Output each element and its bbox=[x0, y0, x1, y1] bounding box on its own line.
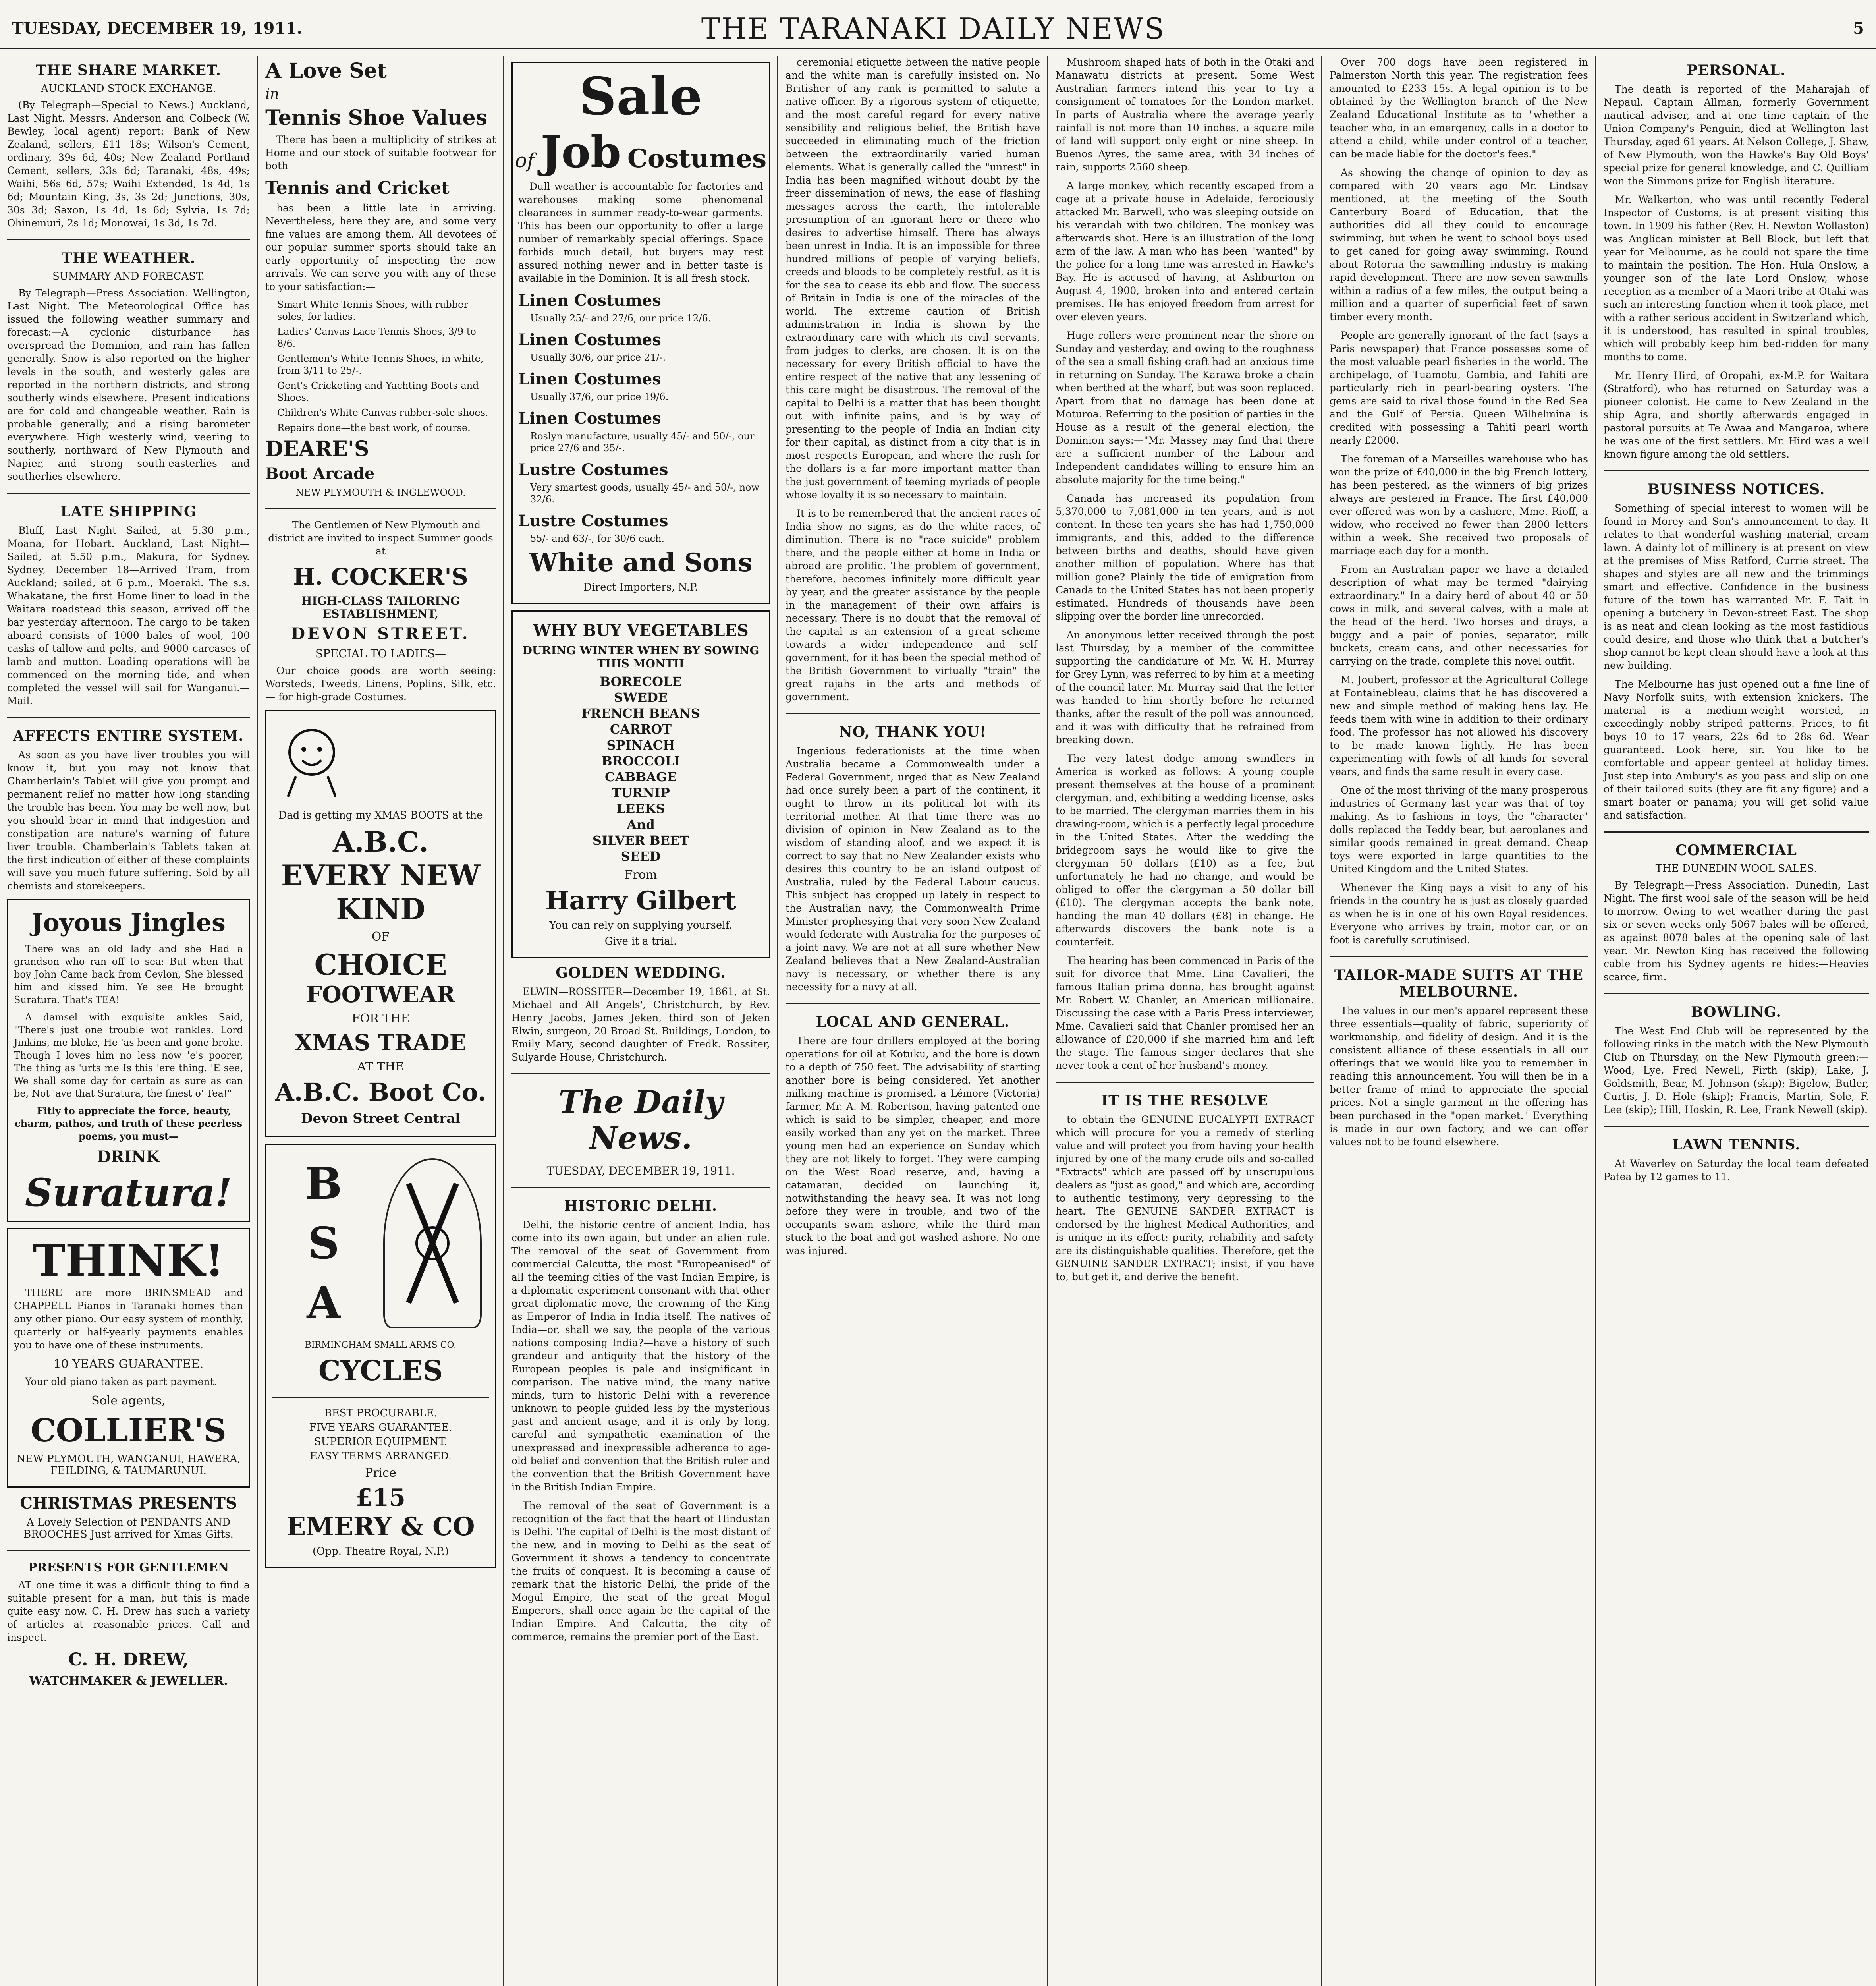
at-the-label: AT THE bbox=[357, 1060, 404, 1074]
emery-location: (Opp. Theatre Royal, N.P.) bbox=[312, 1546, 449, 1557]
delhi-continued-text: It is to be remembered that the ancient races of India show no signs, as do the white races, of diminution. There is no "race suicide" problem there, and the people either at home in India or abroad are prolific. The problem of government, therefore, becomes infinitely more difficult year by year, and the greater assistance by the people in the management of their own affairs is necessary. There is no doubt that the removal of the capital is an extension of a great scheme towards a wider independence and self-government, for it has been the special method of the British Government to virtually "train" the great rajahs in the arts and methods of government. bbox=[786, 508, 1040, 703]
drew-text: AT one time it was a difficult thing to find a suitable present for a man, but this is made quite easy now. C. H. Drew has such a variety of articles at reasonable prices. Call and inspect. bbox=[7, 1579, 250, 1643]
vegetable-item: BORECOLE bbox=[600, 674, 682, 689]
christmas-presents-text: A Lovely Selection of PENDANTS AND BROOCHES Just arrived for Xmas Gifts. bbox=[23, 1517, 234, 1540]
divider bbox=[1604, 831, 1869, 833]
news-paragraph: As showing the change of opinion to day as compared with 20 years ago Mr. Lindsay mentioned, at the meeting of the South Canterbury Board of Education, that the authorities did all they could to encourage swimming, but when he went to school boys used to get caned for going away swimming. Round about Rotorua the sawmilling industry is making rapid development. There are now seven sawmills within a radius of a few miles, the output being a million and a quarter of superficial feet of sawn timber every month. bbox=[1330, 167, 1588, 323]
resolve-text: to obtain the GENUINE EUCALYPTI EXTRACT which will procure for you a remedy of sterling value and will protect you from having your health injured by one of the many crude oils and so-called "Extracts" which are passed off by unscrupulous dealers as "just as good," and which are, according to authentic testimony, very depressing to the heart. The GENUINE SANDER EXTRACT is endorsed by the highest Medical Authorities, and is unique in its effect: purity, reliability and safety are its distinguishable qualities. Therefore, get the GENUINE SANDER EXTRACT; insist, if you have to, but get it, and derive the benefit. bbox=[1056, 1114, 1314, 1283]
agents-label: Sole agents, bbox=[91, 1394, 166, 1408]
job-label: Job bbox=[540, 126, 621, 178]
vegetable-item: SPINACH bbox=[606, 738, 675, 753]
personal-text: Mr. Walkerton, who was until recently Federal Inspector of Customs, is at present visiting this town. In 1909 his father (Rev. H. Newton Wollaston) was Anglican minister at Bell Block, but left that year for Melbourne, as he could not spare the time to maintain the position. The Hon. Hula Onslow, a younger son of the late Lord Onslow, whose reception as a member of a Maori tribe at Otaki was such an interesting function when it took place, met with a rather serious accident in Switzerland which, it is understood, has resulted in spinal troubles, which will probably keep him bed-ridden for many months to come. bbox=[1604, 194, 1869, 363]
shoe-item: Repairs done—the best work, of course. bbox=[277, 422, 471, 433]
cricket-text: has been a little late in arriving. Nevertheless, here they are, and some very fine values are among them. All devotees of our popular summer sports should take an early opportunity of inspecting the new arrivals. We can serve you with any of these to your satisfaction:— bbox=[265, 202, 496, 292]
vegetables-advert bbox=[511, 610, 770, 958]
business-heading: BUSINESS NOTICES. bbox=[1647, 481, 1825, 498]
devon-central: Devon Street Central bbox=[301, 1111, 461, 1126]
personal-text: Mr. Henry Hird, of Oropahi, ex-M.P. for Waitara (Stratford), who has returned on Saturday was a pioneer colonist. He came to New Zealand in the ship Agra, and shortly afterwards engaged in pastoral pursuits at Te Awaa and Mangaroa, where he was one of the first settlers. Mr. Hird was a well known figure among the old settlers. bbox=[1604, 370, 1869, 460]
newspaper-flag: The Daily News. bbox=[558, 1084, 723, 1156]
news-paragraph: Huge rollers were prominent near the shore on Sunday and yesterday, and owing to the roughness of the sea a small fishing craft had an anxious time in returning on Sunday. The Karawa broke a chain when berthed at the wharf, but was soon replaced. Apart from that no damage has been done at Moturoa. Referring to the position of parties in the House as a result of the general election, the Dominion says:—"Mr. Massey may find that there are a sufficient number of the Labour and Independent candidates willing to ensure him an absolute majority for the time being." bbox=[1056, 330, 1314, 485]
tennis-cricket-heading: Tennis and Cricket bbox=[265, 178, 450, 198]
jingle-verse: There was an old lady and she Had a grandson who ran off to sea: But when that boy John Came back from Ceylon, She blessed him and kissed him. Ye see He brought Suratura. That's TEA! bbox=[14, 943, 243, 1005]
vegetable-item: SWEDE bbox=[614, 690, 668, 705]
vegetable-item: LEEKS bbox=[616, 801, 665, 816]
share-market-text: (By Telegraph—Special to News.) Auckland, Last Night. Messrs. Anderson and Colbeck (W. Bewley, local agent) report: Bank of New Zealand, sellers, £11 18s; Wilson's Cement, ordinary, 39s 6d, 40s; New Zealand Portland Cement, sellers, 33s 6d; Taranaki, 48s, 49s; Waihi, 56s 6d, 57s; Waihi Extended, 1s 4d, 1s 6d; Mountain King, 3s, 3s 2d; Junctions, 30s, 30s 3d; Saxon, 1s 4d, 1s 6d; Sylvia, 1s 7d; Ohinemuri, 2s 1d; Monowai, 1s 3d, 1s 7d. bbox=[7, 99, 250, 229]
bsa-letter: A bbox=[307, 1277, 341, 1328]
delhi-continued-text: ceremonial etiquette between the native people and the white man is carefully insisted on. No Britisher of any rank is permitted to salute a native officer. By a rigorous system of etiquette, and the most careful regard for every native sensibility and religious belief, the British have succeeded in eliminating much of the friction between the extraordinarily varied human elements. What is generally called the "unrest" in India has been magnified without doubt by the freer dissemination of news, the ease of flashing messages across the earth, the intolerable presumption of an ignorant here or there who desires to advertise himself. There has always been unrest in India. It is an impossible for three hundred millions of people of varying beliefs, creeds and bloods to be completely restful, as it is for the sea to cease its ebb and flow. The success of Britain in India is one of the miracles of the world. The extreme caution of British administration in India is shown by the extraordinary care with which its civil servants, from judges to clerks, are chosen. It is on the necessary for every British official to have the entire respect of the native that any lessening of this care might be disastrous. The removal of the capital to Delhi is a matter that has been thought out with infinite pains, and is by way of presenting to the people of India an Indian city for their capital, as distinct from a city that is in most respects European, and where the rush for the dollars is a far more important matter than the just government of teeming myriads of people whose loyalty it is so necessary to maintain. bbox=[786, 56, 1040, 500]
wool-text: By Telegraph—Press Association. Dunedin, Last Night. The first wool sale of the season will be held to-morrow. Owing to wet weather during the past six or seven weeks only 5067 bales will be offered, as against 8078 bales at the opening sale of last year. Mr. Newton King has received the following cable from his Sydney agents re hides:—Heavies scarce, firm. bbox=[1604, 879, 1869, 983]
divider bbox=[1604, 1126, 1869, 1127]
of-label: of bbox=[515, 149, 535, 172]
jingles-title: Joyous Jingles bbox=[31, 908, 226, 937]
colliers-towns: NEW PLYMOUTH, WANGANUI, HAWERA, FEILDING, & TAUMARUNUI. bbox=[16, 1453, 241, 1477]
column-3 bbox=[504, 56, 778, 1986]
bsa-emblem bbox=[383, 1158, 482, 1328]
shipping-text: Bluff, Last Night—Sailed, at 5.30 p.m., Moana, for Hobart. Auckland, Last Night—Sailed, at 5.50 p.m., Makura, for Sydney. Sydney, December 18—Arrived Tram, from Auckland; sailed, at 6 p.m., Moeraki. The s.s. Whakatane, the first Home liner to load in the Waitara roadstead this season, arrived off the bar yesterday afternoon. The cargo to be taken aboard consists of 1000 bales of wool, 100 casks of tallow and pelts, and 9000 carcases of lamb and mutton. Loading operations will be commenced on the morning tide, and when completed the vessel will sail for Wanganui.—Mail. bbox=[7, 525, 250, 707]
vegetable-item: FRENCH BEANS bbox=[581, 706, 700, 721]
bsa-letter: S bbox=[308, 1217, 340, 1269]
divider bbox=[1604, 470, 1869, 471]
masthead bbox=[0, 0, 1876, 49]
price-value: £15 bbox=[355, 1484, 406, 1512]
white-sons-brand: White and Sons bbox=[529, 548, 753, 578]
abc-boot-brand: A.B.C. Boot Co. bbox=[275, 1078, 486, 1107]
masthead-page: 5 bbox=[1853, 19, 1864, 38]
affects-text: As soon as you have liver troubles you will know it, but you may not know that Chamberlain's Tablet will give you prompt and permanent relief no matter how long standing the trouble has been. You may be well now, but you should bear in mind that indigestion and constipation are nature's warning of future liver trouble. Chamberlain's Tablets taken at the first indication of either of these complaints will save you much future suffering. Sold by all chemists and storekeepers. bbox=[7, 749, 250, 892]
vegetable-item: TURNIP bbox=[612, 785, 670, 800]
gilbert-tagline: You can rely on supplying yourself. bbox=[549, 920, 732, 931]
suratura-advert bbox=[7, 899, 250, 1222]
business-text: Something of special interest to women will be found in Morey and Son's announcement to-day. It relates to that wonderful washing material, cream lawn. A dainty lot of millinery is at present on view at the premises of Miss Retford, Currie street. The shapes and styles are all new and the trimmings smart and effective. Confidence in the business future of the town has warranted Mr. F. Tait in opening a butchery in Devon-street East. The shop is as neat and clean looking as the most fastidious could desire, and those who think that a butcher's shop cannot be kept clean should have a look at this new building. bbox=[1604, 502, 1869, 671]
masthead-date: TUESDAY, DECEMBER 19, 1911. bbox=[12, 19, 303, 38]
shoe-item: Children's White Canvas rubber-sole shoes. bbox=[277, 407, 488, 418]
personal-heading: PERSONAL. bbox=[1687, 62, 1786, 79]
divider bbox=[1604, 993, 1869, 994]
suratura-brand: Suratura! bbox=[25, 1170, 232, 1215]
news-paragraph: Mushroom shaped hats of both in the Otaki and Manawatu districts at present. Some West Australian farmers intend this year to try a consignment of tomatoes for the London market. In parts of Australia where the average yearly rainfall is not more than 10 inches, a square mile of land will support only eight or nine sheep. In Buenos Ayres, the same area, with 34 inches of rain, supports 2560 sheep. bbox=[1056, 56, 1314, 173]
colliers-advert bbox=[7, 1228, 250, 1488]
divider bbox=[7, 1550, 250, 1551]
news-paragraph: An anonymous letter received through the post last Thursday, by a member of the committee supporting the candidature of Mr. W. H. Murray for Grey Lynn, was referred to by him at a meeting of the council later. Mr. Murray said that the letter was handed to him shortly before he returned thanks, after the result of the poll was announced, and it was with difficulty that he refrained from breaking down. bbox=[1056, 629, 1314, 746]
news-paragraph: Whenever the King pays a visit to any of his friends in the country he is just as closely guarded as when he is in one of his own Royal residences. Everyone who arrives by train, motor car, or on foot is carefully scrutinised. bbox=[1330, 882, 1588, 946]
baby-icon bbox=[272, 721, 351, 800]
costumes-label: Costumes bbox=[627, 144, 767, 174]
shoe-item: Ladies' Canvas Lace Tennis Shoes, 3/9 to 8/6. bbox=[277, 326, 476, 349]
lawn-tennis-heading: LAWN TENNIS. bbox=[1672, 1136, 1801, 1153]
costume-heading: Linen Costumes bbox=[518, 409, 661, 428]
presents-gentlemen-heading: PRESENTS FOR GENTLEMEN bbox=[28, 1561, 229, 1575]
importers-label: Direct Importers, N.P. bbox=[583, 582, 698, 593]
shoe-item: Gent's Cricketing and Yachting Boots and Shoes. bbox=[277, 380, 479, 403]
bsa-feature: SUPERIOR EQUIPMENT. bbox=[314, 1436, 448, 1448]
footwear-label: FOOTWEAR bbox=[306, 981, 455, 1008]
news-paragraph: Canada has increased its population from 5,370,000 to 7,081,000 in ten years, and is not content. In these ten years she has had 1,750,000 immigrants, and this, added to the difference between births and deaths, should have given another million of population. Where has that million gone? Plainly the tide of emigration from Canada to the United States has not been properly estimated. Hundreds of thousands have been slipping over the border line unrecorded. bbox=[1056, 493, 1314, 622]
divider bbox=[786, 713, 1040, 714]
cocker-brand: H. COCKER'S bbox=[293, 563, 468, 590]
wedding-text: ELWIN—ROSSITER—December 19, 1861, at St. Michael and All Angels', Christchurch, by Rev. Henry Jacobs, James Jeken, third son of Jeken Elwin, surgeon, 20 Broad St. Buildings, London, to Emily Mary, second daughter of Fredk. Rossiter, Sulyarde House, Christchurch. bbox=[511, 986, 770, 1063]
dad-text: Dad is getting my XMAS BOOTS at the bbox=[278, 809, 483, 821]
gilbert-brand: Harry Gilbert bbox=[545, 886, 736, 916]
divider bbox=[7, 493, 250, 494]
costume-price: Usually 30/6, our price 21/-. bbox=[530, 352, 666, 363]
emery-brand: EMERY & CO bbox=[286, 1512, 475, 1542]
column-5 bbox=[1048, 56, 1322, 1986]
tennis-values-heading: Tennis Shoe Values bbox=[265, 106, 487, 130]
bsa-feature: EASY TERMS ARRANGED. bbox=[310, 1450, 452, 1462]
trial-label: Give it a trial. bbox=[604, 935, 677, 947]
think-text: THERE are more BRINSMEAD and CHAPPELL Pianos in Taranaki homes than any other piano. Our easy system of monthly, quarterly or half-yearly payments enables you to have one of these instruments. bbox=[14, 1287, 243, 1351]
news-paragraph: Over 700 dogs have been registered in Palmerston North this year. The registration fees amounted to £233 15s. A legal opinion is to be obtained by the Wellington branch of the New Zealand Educational Institute as to "whether a teacher who, in an emergency, calls in a doctor to attend a child, while under control of a teacher, can be made liable for the doctor's fees." bbox=[1330, 56, 1588, 160]
column-7 bbox=[1596, 56, 1876, 1986]
local-general-text: There are four drillers employed at the boring operations for oil at Kotuku, and the bore is down to a depth of 750 feet. The advisability of starting another bore is being considered. Yet another milking machine is promised, a Lémore (Victoria) farmer, Mr. A. M. Robertson, having patented one which is said to be simpler, cheaper, and more easily worked than any yet on the market. Three young men had an experience on Sunday which they are not likely to forget. They were camping on the West Road reserve, and, having a catamaran, decided on launching it, notwithstanding the heavy sea. It was not long before they were in trouble, and two of the occupants swam ashore, while the third man stuck to the boat and got washed ashore. No one was injured. bbox=[786, 1035, 1040, 1256]
jingle-verse: A damsel with exquisite ankles Said, "There's just one trouble wot rankles. Lord Jinkins, me bloke, He 'as been and gone broke. Though I loves him no less now 'e's poorer, The thing as 'urts me Is this 'ere thing. 'E see, We shall some day for certain as sure as can be, Not 'ave that Suratura, the finest o' Tea!" bbox=[14, 1012, 243, 1099]
special-ladies: SPECIAL TO LADIES— bbox=[315, 647, 446, 660]
news-paragraph: People are generally ignorant of the fact (says a Paris newspaper) that France possesses some of the most valuable pearl fisheries in the world. The archipelago, of Tuamotu, Gambia, and Tahiti are particularly rich in pearl-bearing oysters. The gems are said to rival those found in the Red Sea and the Gulf of Persia. Queen Wilhelmina is credited with possessing a Tahiti pearl worth nearly £2000. bbox=[1330, 330, 1588, 446]
for-the-label: FOR THE bbox=[351, 1012, 410, 1026]
divider bbox=[786, 1003, 1040, 1004]
tennis-text: There has been a multiplicity of strikes at Home and our stock of suitable footwear for both bbox=[265, 134, 496, 172]
column-6 bbox=[1322, 56, 1596, 1986]
cocker-intro: The Gentlemen of New Plymouth and district are invited to inspect Summer goods at bbox=[268, 519, 493, 557]
divider bbox=[265, 508, 496, 509]
weather-subheading: SUMMARY AND FORECAST. bbox=[52, 270, 205, 282]
delhi-heading: HISTORIC DELHI. bbox=[564, 1198, 718, 1214]
abc-label: A.B.C. bbox=[332, 825, 429, 858]
news-paragraph: The hearing has been commenced in Paris of the suit for divorce that Mme. Lina Cavalieri, the famous Italian prima donna, has brought against Mr. Robert W. Chanler, an American millionaire. Discussing the case with a Paris Press interviewer, Mme. Cavalieri said that Chanler promised her an allowance of £20,000 if she married him and left the stage. The famous singer declares that she never took a cent of her husband's money. bbox=[1056, 955, 1314, 1071]
drew-trade: WATCHMAKER & JEWELLER. bbox=[29, 1674, 228, 1688]
every-new: EVERY NEW bbox=[281, 858, 481, 892]
rifles-icon bbox=[393, 1168, 472, 1319]
sale-heading: Sale bbox=[579, 66, 703, 127]
shoe-item: Smart White Tennis Shoes, with rubber soles, for ladies. bbox=[277, 299, 468, 322]
sale-text: Dull weather is accountable for factories and warehouses making some phenomenal clearances in summer ready-to-wear garments. This has been our opportunity to offer a large number of remarkably special offerings. Space forbids much detail, but buyers may rest assured nothing newer and in better taste is available in the Dominion. It is all fresh stock. bbox=[518, 181, 763, 284]
costume-price: Usually 37/6, our price 19/6. bbox=[530, 391, 669, 402]
costume-heading: Linen Costumes bbox=[518, 330, 661, 349]
news-paragraph: From an Australian paper we have a detailed description of what may be termed "dairying extraordinary." In a dairy herd of about 40 or 50 cows in milk, and several calves, with a male at the head of the herd. Two horses and drays, a buggy and a pair of ponies, separator, milk buckets, cream cans, and other necessaries for carrying on the trade, complete this novel outfit. bbox=[1330, 564, 1588, 667]
from-label: From bbox=[624, 868, 657, 882]
costume-price: Very smartest goods, usually 45/- and 50/-, now 32/6. bbox=[530, 482, 760, 505]
costume-heading: Lustre Costumes bbox=[518, 512, 668, 530]
business-text: The Melbourne has just opened out a fine line of Navy Norfolk suits, with extension knickers. The material is a medium-weight worsted, in exceedingly nobby striped patterns. Prices, to fit boys 10 to 17 years, 22s 6d to 28s 6d. Wear guaranteed. Look here, sir. You like to be comfortable and appear genteel at holiday times. Just step into Ambury's as you pass and slip on one of their tailored suits (they are fit any figure) and a smart boater or panama; you will get solid value and satisfaction. bbox=[1604, 678, 1869, 821]
tailor-heading: TAILOR-MADE SUITS AT THE MELBOURNE. bbox=[1334, 967, 1584, 1000]
vegetable-item: SEED bbox=[621, 849, 661, 864]
abc-boot-advert bbox=[265, 710, 496, 1137]
masthead-title: THE TARANAKI DAILY NEWS bbox=[701, 12, 1166, 45]
costume-price: Roslyn manufacture, usually 45/- and 50/-, our price 27/6 and 35/-. bbox=[530, 431, 755, 454]
costume-heading: Linen Costumes bbox=[518, 370, 661, 388]
wedding-heading: GOLDEN WEDDING. bbox=[556, 964, 726, 981]
bowling-text: The West End Club will be represented by the following rinks in the match with the New Plymouth Club on Thursday, on the New Plymouth green:—Wood, Lye, Fred Newell, Firth (skip); Lake, J. Goldsmith, Bear, M. Johnson (skip); Bigelow, Butler, Curtis, J. D. Hole (skip); Francis, Martin, Sole, F. Lee (skip); Hill, Hoskin, R. Lee, Frank Newell (skip). bbox=[1604, 1025, 1869, 1115]
bsa-emblem-text: BIRMINGHAM SMALL ARMS CO. bbox=[305, 1340, 457, 1350]
vegetable-item: SILVER BEET bbox=[592, 833, 689, 848]
christmas-presents-heading: CHRISTMAS PRESENTS bbox=[20, 1494, 237, 1513]
divider bbox=[511, 1073, 770, 1074]
weather-text: By Telegraph—Press Association. Wellington, Last Night. The Meteorological Office has issued the following weather summary and forecast:—A cyclonic disturbance has overspread the Dominion, and rain has fallen generally. Snow is also reported on the higher levels in the south, and westerly gales are reported in the northern districts, and strong southerly winds elsewhere. Present indications are for cold and changeable weather. Rain is probable generally, and a rising barometer everywhere. High westerly wind, veering to southerly, northward of New Plymouth and Napier, and strong south-easterlies and southerlies elsewhere. bbox=[7, 287, 250, 482]
deare-brand: DEARE'S bbox=[265, 437, 369, 461]
vegetable-item: CARROT bbox=[610, 722, 672, 737]
share-market-subheading: AUCKLAND STOCK EXCHANGE. bbox=[41, 83, 216, 95]
xmas-trade-label: XMAS TRADE bbox=[295, 1030, 467, 1056]
in-label: in bbox=[265, 86, 279, 102]
column-2 bbox=[258, 56, 504, 1986]
wool-heading: THE DUNEDIN WOOL SALES. bbox=[1655, 863, 1817, 875]
shoe-item: Gentlemen's White Tennis Shoes, in white, from 3/11 to 25/-. bbox=[277, 353, 484, 376]
delhi-text: The removal of the seat of Government is a recognition of the fact that the heart of Hindustan is Delhi. The capital of Delhi is the most distant of the new, and in moving to Delhi as the seat of Government it shows a tendency to concentrate the fruits of conquest. It is becoming a cause of remark that the historic Delhi, the pride of the Mogul Empire, the seat of the great Mogul Emperors, shall once again be the capital of the Indian Empire. And Calcutta, the city of commerce, remains the premier port of the East. bbox=[511, 1500, 770, 1642]
no-thank-you-text: Ingenious federationists at the time when Australia became a Commonwealth under a Federal Government, urged that as New Zealand had once surely been a part of the continent, it ought to throw in its political lot with its territorial mother. At that time there was no division of opinion in New Zealand as to the wisdom of standing aloof, and we expect it is correct to say that no New Zealander exists who desires this country to be an island outpost of Australia, ruled by the Federal Labour caucus. This subject has cropped up lately in respect to the Australian navy, the Commonwealth Prime Minister prophesying that very soon New Zealand would federate with Australia for the purposes of a joint navy. We are not at all sure whether New Zealand believes that a New Zealand-Australian navy is necessary, or whether there is any necessity for a navy at all. bbox=[786, 745, 1040, 993]
costume-price: 55/- and 63/-, for 30/6 each. bbox=[530, 533, 665, 544]
choice-label: CHOICE bbox=[314, 948, 447, 981]
bowling-heading: BOWLING. bbox=[1691, 1004, 1781, 1020]
devon-street: DEVON STREET. bbox=[291, 624, 470, 643]
vegetable-item: CABBAGE bbox=[605, 769, 677, 784]
old-piano-text: Your old piano taken as part payment. bbox=[25, 1376, 217, 1387]
news-paragraph: The foreman of a Marseilles warehouse who has won the prize of £40,000 in the big French lottery, has been pestered, as the winners of big prizes always are pestered in France. The first £40,000 ever offered was won by a cashiere, Mme. Rioff, a widow, who received no fewer than 2800 letters within a week. She received two proposals of marriage each day for a month. bbox=[1330, 453, 1588, 556]
vegetable-item: And bbox=[627, 817, 655, 832]
cocker-subtitle: HIGH-CLASS TAILORING ESTABLISHMENT, bbox=[301, 594, 460, 620]
job-costumes-advert bbox=[511, 62, 770, 604]
costume-heading: Linen Costumes bbox=[518, 291, 661, 310]
personal-text: The death is reported of the Maharajah of Nepaul. Captain Allman, formerly Government nautical adviser, and at one time captain of the Union Company's Penguin, died at Wellington last Thursday, aged 61 years. At Nelson College, J. Shaw, of New Plymouth, won the Hawke's Bay Old Boys' special prize for general knowledge, and C. Quilliam won the Simmons prize for English literature. bbox=[1604, 83, 1869, 187]
shipping-heading: LATE SHIPPING bbox=[60, 503, 197, 520]
think-heading: THINK! bbox=[33, 1235, 224, 1286]
costume-price: Usually 25/- and 27/6, our price 12/6. bbox=[530, 313, 711, 324]
divider bbox=[7, 717, 250, 718]
divider bbox=[1056, 1082, 1314, 1083]
drink-label: DRINK bbox=[97, 1148, 160, 1166]
boot-arcade: Boot Arcade bbox=[265, 464, 375, 483]
kind-label: KIND bbox=[336, 892, 425, 926]
bsa-feature: FIVE YEARS GUARANTEE. bbox=[309, 1422, 452, 1433]
colliers-brand: COLLIER'S bbox=[30, 1412, 226, 1449]
flag-date: TUESDAY, DECEMBER 19, 1911. bbox=[546, 1164, 735, 1177]
cocker-text: Our choice goods are worth seeing: Worsteds, Tweeds, Linens, Poplins, Silk, etc. — for high-grade Costumes. bbox=[265, 665, 496, 703]
vegetables-subheading: DURING WINTER WHEN BY SOWING THIS MONTH bbox=[522, 644, 759, 670]
news-paragraph: The very latest dodge among swindlers in America is worked as follows: A young couple present themselves at the house of a prominent clergyman, and, exhibiting a wedding license, asks to be married. The clergyman marries them in his drawing-room, which is a perfectly legal procedure in the United States. After the wedding the bridegroom says he would like to give the clergyman 50 dollars (£10) as a fee, but unfortunately he had no change, and would be obliged to offer the clergyman a 50 dollar bill (£10). The clergyman accepts the bank note, handing the man 40 dollars (£8) in change. He afterwards discovers the bank note is a counterfeit. bbox=[1056, 753, 1314, 948]
cycles-label: CYCLES bbox=[318, 1354, 443, 1387]
local-general-heading: LOCAL AND GENERAL. bbox=[816, 1014, 1010, 1030]
guarantee-label: 10 YEARS GUARANTEE. bbox=[53, 1357, 204, 1371]
price-label: Price bbox=[365, 1466, 396, 1480]
love-set-heading: A Love Set bbox=[265, 59, 387, 83]
share-market-heading: THE SHARE MARKET. bbox=[36, 62, 221, 79]
costume-heading: Lustre Costumes bbox=[518, 460, 668, 479]
divider bbox=[1330, 956, 1588, 957]
column-4 bbox=[778, 56, 1048, 1986]
of-label: OF bbox=[371, 930, 390, 944]
delhi-text: Delhi, the historic centre of ancient India, has come into its own again, but under an alien rule. The removal of the seat of Government from commercial Calcutta, the most "Europeanised" of all the teeming cities of the vast Indian Empire, is a diplomatic experiment consonant with that other great diplomatic move, the crowning of the King as Emperor of India in India itself. The natives of India—or, shall we say, the people of the various nations composing India?—have a history of such grandeur and antiquity that the history of the European peoples is pale and insignificant in comparison. The native mind, the many native minds, turn to historic Delhi with a reverence unknown to people guided less by the mysterious past and ancient usage, and it is only by long, careful and sympathetic examination of the unexpressed and inexpressible adherence to age-old belief and convention that the British ruler and the convention that the British Government have in the British Indian Empire. bbox=[511, 1219, 770, 1493]
column-1 bbox=[0, 56, 258, 1986]
lawn-tennis-text: At Waverley on Saturday the local team defeated Patea by 12 games to 11. bbox=[1604, 1158, 1869, 1182]
vegetables-heading: WHY BUY VEGETABLES bbox=[533, 621, 749, 640]
jingles-tagline: Fitly to appreciate the force, beauty, charm, pathos, and truth of these peerless poems, you must— bbox=[15, 1105, 242, 1142]
divider bbox=[7, 239, 250, 240]
bsa-feature: BEST PROCURABLE. bbox=[324, 1407, 437, 1419]
commercial-heading: COMMERCIAL bbox=[1675, 842, 1797, 859]
no-thank-you-heading: NO, THANK YOU! bbox=[839, 724, 986, 740]
affects-heading: AFFECTS ENTIRE SYSTEM. bbox=[13, 728, 244, 744]
deare-location: NEW PLYMOUTH & INGLEWOOD. bbox=[295, 487, 466, 498]
divider bbox=[511, 1187, 770, 1188]
news-paragraph: One of the most thriving of the many prosperous industries of Germany last year was that of toy-making. As to fashions in toys, the "character" dolls replaced the Teddy bear, but aeroplanes and similar goods remained in great demand. Cheap toys were exported in large quantities to the United Kingdom and the United States. bbox=[1330, 784, 1588, 875]
vegetable-item: BROCCOLI bbox=[601, 753, 680, 769]
resolve-heading: IT IS THE RESOLVE bbox=[1101, 1092, 1268, 1109]
weather-heading: THE WEATHER. bbox=[61, 250, 196, 267]
drew-name: C. H. DREW, bbox=[68, 1650, 189, 1670]
bsa-advert bbox=[265, 1144, 496, 1568]
news-paragraph: M. Joubert, professor at the Agricultural College at Fontainebleau, claims that he has discovered a new and simple method of making hens lay. He feeds them with wine in addition to their ordinary food. The professor has not allowed his discovery to be made known lightly. He has been experimenting with fowls of all kinds for several years, and finds the same result in every case. bbox=[1330, 674, 1588, 777]
bsa-letter: B bbox=[305, 1158, 342, 1209]
divider bbox=[272, 1397, 489, 1398]
tailor-text: The values in our men's apparel represent these three essentials—quality of fabric, superiority of workmanship, and fidelity of design. And it is the consistent alliance of these essentials in all our offerings that we would like you to remember in reading this announcement. You will then be in a better frame of mind to appreciate the special prices. Not a single garment in the offering has been purchased in the "open market." Everything is made in our own factory, and we can offer values not to be found elsewhere. bbox=[1330, 1005, 1588, 1148]
news-paragraph: A large monkey, which recently escaped from a cage at a private house in Adelaide, ferociously attacked Mr. Barwell, who was sleeping outside on his verandah with two children. The monkey was afterwards shot. Here is an illustration of the long arm of the law. A man who has been "wanted" by the police for a long time was arrested in Hawke's Bay. He is accused of having, at Ashburton on August 4, 1900, broken into and entered certain premises. He has enjoyed freedom from arrest for over eleven years. bbox=[1056, 180, 1314, 323]
